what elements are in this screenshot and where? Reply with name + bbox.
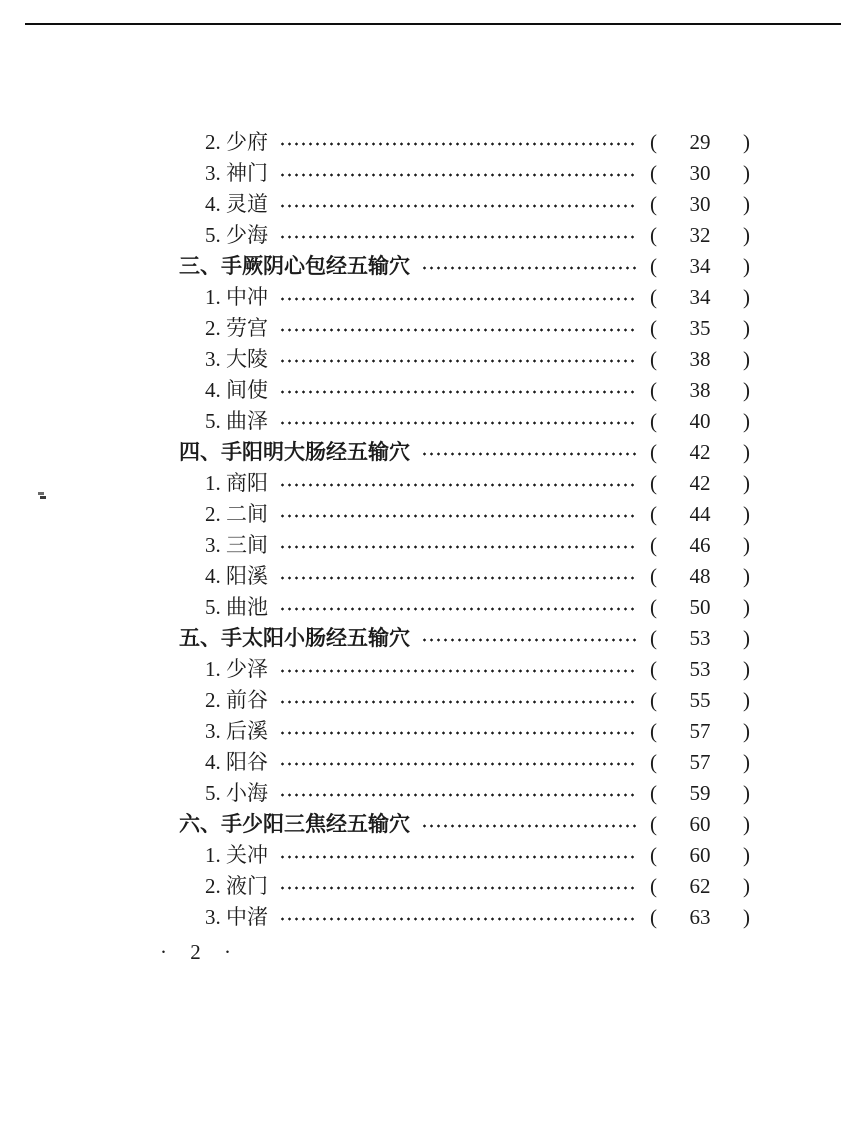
page-number: 46 (689, 533, 711, 557)
page-paren-close: ) (743, 781, 750, 805)
toc-item-row (0, 654, 866, 685)
toc-entry-page (650, 282, 750, 313)
toc-entry-page (650, 561, 750, 592)
toc-entry-label: 1. 少泽 (205, 657, 268, 681)
toc-entry-label: 5. 曲泽 (205, 409, 268, 433)
toc-entry-label: 4. 间使 (205, 378, 268, 402)
page-number: 48 (689, 564, 711, 588)
page-number: 42 (689, 440, 711, 464)
dot-leader (279, 468, 638, 499)
toc-item-row (0, 747, 866, 778)
page-number: 32 (689, 223, 711, 247)
toc-entry-page (650, 375, 750, 406)
page-number: 53 (689, 657, 711, 681)
toc-entry-page (650, 747, 750, 778)
page-paren-open: ( (650, 285, 657, 309)
dot-leader (279, 344, 638, 375)
toc-entry-label: 5. 小海 (205, 781, 268, 805)
page-paren-close: ) (743, 130, 750, 154)
page-number: 38 (689, 347, 711, 371)
toc-entry-label: 5. 少海 (205, 223, 268, 247)
dot-leader (421, 437, 638, 468)
page-paren-close: ) (743, 161, 750, 185)
toc-item-row (0, 499, 866, 530)
page-number: 35 (689, 316, 711, 340)
toc-section-row (0, 251, 866, 282)
page-paren-open: ( (650, 471, 657, 495)
toc-entry-page (650, 623, 750, 654)
page-paren-open: ( (650, 223, 657, 247)
dot-leader (421, 251, 638, 282)
page-paren-open: ( (650, 595, 657, 619)
toc-entry-page (650, 871, 750, 902)
dot-leader (279, 189, 638, 220)
toc-entry-page (650, 437, 750, 468)
toc-entry-label: 4. 阳谷 (205, 750, 268, 774)
dot-leader (279, 902, 638, 933)
page-number: 29 (689, 130, 711, 154)
toc-entry-label: 2. 少府 (205, 130, 268, 154)
page-number: 60 (689, 843, 711, 867)
toc-entry-label: 5. 曲池 (205, 595, 268, 619)
dot-leader (279, 685, 638, 716)
page-paren-open: ( (650, 905, 657, 929)
toc-entry-page (650, 158, 750, 189)
toc-entry-label: 2. 二间 (205, 502, 268, 526)
page-paren-open: ( (650, 626, 657, 650)
toc-entry-page (650, 313, 750, 344)
page-number: 50 (689, 595, 711, 619)
toc-item-row (0, 158, 866, 189)
toc-entry-label: 1. 商阳 (205, 471, 268, 495)
page-paren-close: ) (743, 409, 750, 433)
toc-entry-page (650, 840, 750, 871)
page-paren-open: ( (650, 657, 657, 681)
toc-entry-page (650, 716, 750, 747)
page-paren-open: ( (650, 781, 657, 805)
toc-section-row (0, 623, 866, 654)
dot-leader (279, 282, 638, 313)
toc-entry-page (650, 189, 750, 220)
toc-section-row (0, 437, 866, 468)
page-paren-close: ) (743, 626, 750, 650)
page-paren-close: ) (743, 440, 750, 464)
toc-item-row (0, 127, 866, 158)
dot-leader (279, 220, 638, 251)
toc-item-row (0, 716, 866, 747)
page-paren-open: ( (650, 533, 657, 557)
toc-item-row (0, 871, 866, 902)
dot-leader (279, 592, 638, 623)
dot-leader (421, 623, 638, 654)
toc-item-row (0, 561, 866, 592)
page-paren-close: ) (743, 378, 750, 402)
page-paren-open: ( (650, 874, 657, 898)
page-paren-open: ( (650, 812, 657, 836)
page-paren-open: ( (650, 688, 657, 712)
page-paren-close: ) (743, 533, 750, 557)
page-paren-close: ) (743, 874, 750, 898)
toc-item-row (0, 220, 866, 251)
toc-entry-label: 3. 神门 (205, 161, 268, 185)
toc-entry-label: 六、手少阳三焦经五输穴 (179, 812, 410, 836)
page-paren-open: ( (650, 378, 657, 402)
page-paren-close: ) (743, 502, 750, 526)
toc-item-row (0, 902, 866, 933)
page-paren-close: ) (743, 595, 750, 619)
dot-leader (279, 561, 638, 592)
page-paren-open: ( (650, 502, 657, 526)
page-number-footer: · 2 · (160, 940, 237, 964)
toc-section-row (0, 809, 866, 840)
toc-entry-page (650, 809, 750, 840)
toc-item-row (0, 282, 866, 313)
dot-leader (279, 716, 638, 747)
top-rule-line (25, 23, 841, 25)
toc-item-row (0, 468, 866, 499)
dot-leader (279, 499, 638, 530)
toc-item-row (0, 840, 866, 871)
page-paren-close: ) (743, 843, 750, 867)
toc-entry-label: 1. 中冲 (205, 285, 268, 309)
page-paren-close: ) (743, 657, 750, 681)
page-paren-close: ) (743, 812, 750, 836)
dot-leader (279, 158, 638, 189)
dot-leader (279, 530, 638, 561)
page-paren-close: ) (743, 192, 750, 216)
toc-item-row (0, 592, 866, 623)
dot-leader (279, 375, 638, 406)
toc-entry-label: 4. 灵道 (205, 192, 268, 216)
page-number: 34 (689, 285, 711, 309)
toc-item-row (0, 313, 866, 344)
page-paren-close: ) (743, 471, 750, 495)
page-number: 60 (689, 812, 711, 836)
toc-entry-label: 五、手太阳小肠经五输穴 (179, 626, 410, 650)
page-number: 57 (689, 719, 711, 743)
page-paren-close: ) (743, 285, 750, 309)
toc-entry-label: 1. 关冲 (205, 843, 268, 867)
toc-item-row (0, 778, 866, 809)
page-paren-close: ) (743, 719, 750, 743)
page-paren-open: ( (650, 843, 657, 867)
toc-entry-page (650, 778, 750, 809)
toc-list (0, 127, 866, 933)
page-number: 38 (689, 378, 711, 402)
dot-leader (279, 747, 638, 778)
toc-entry-page (650, 220, 750, 251)
toc-item-row (0, 406, 866, 437)
dot-leader (279, 313, 638, 344)
dot-leader (279, 127, 638, 158)
toc-entry-label: 3. 大陵 (205, 347, 268, 371)
page-number: 63 (689, 905, 711, 929)
page-number: 42 (689, 471, 711, 495)
page-paren-open: ( (650, 254, 657, 278)
dot-leader (279, 840, 638, 871)
dot-leader (279, 871, 638, 902)
page-paren-close: ) (743, 316, 750, 340)
page-number: 53 (689, 626, 711, 650)
toc-entry-page (650, 344, 750, 375)
page-paren-open: ( (650, 130, 657, 154)
page-paren-open: ( (650, 192, 657, 216)
page-number: 59 (689, 781, 711, 805)
toc-item-row (0, 344, 866, 375)
toc-item-row (0, 530, 866, 561)
page-paren-open: ( (650, 750, 657, 774)
toc-entry-page (650, 902, 750, 933)
toc-entry-page (650, 654, 750, 685)
dot-leader (421, 809, 638, 840)
toc-entry-page (650, 499, 750, 530)
page-paren-open: ( (650, 409, 657, 433)
toc-entry-label: 3. 中渚 (205, 905, 268, 929)
page-paren-open: ( (650, 161, 657, 185)
toc-entry-page (650, 406, 750, 437)
toc-entry-label: 2. 劳宫 (205, 316, 268, 340)
toc-item-row (0, 375, 866, 406)
page-number: 62 (689, 874, 711, 898)
dot-leader (279, 654, 638, 685)
page-number: 55 (689, 688, 711, 712)
page-paren-close: ) (743, 688, 750, 712)
page-paren-close: ) (743, 223, 750, 247)
page-paren-close: ) (743, 254, 750, 278)
page-paren-open: ( (650, 564, 657, 588)
page-paren-open: ( (650, 440, 657, 464)
toc-entry-label: 3. 三间 (205, 533, 268, 557)
page-paren-open: ( (650, 347, 657, 371)
page-paren-close: ) (743, 905, 750, 929)
dot-leader (279, 406, 638, 437)
page-number: 40 (689, 409, 711, 433)
dot-leader (279, 778, 638, 809)
page-number: 34 (689, 254, 711, 278)
toc-entry-label: 三、手厥阴心包经五输穴 (179, 254, 410, 278)
page-number: 30 (689, 192, 711, 216)
toc-entry-label: 2. 液门 (205, 874, 268, 898)
toc-entry-label: 2. 前谷 (205, 688, 268, 712)
toc-entry-page (650, 251, 750, 282)
toc-item-row (0, 685, 866, 716)
toc-entry-page (650, 468, 750, 499)
toc-entry-label: 3. 后溪 (205, 719, 268, 743)
page-paren-close: ) (743, 750, 750, 774)
page-paren-open: ( (650, 719, 657, 743)
toc-entry-page (650, 127, 750, 158)
toc-entry-label: 4. 阳溪 (205, 564, 268, 588)
toc-item-row (0, 189, 866, 220)
toc-entry-page (650, 530, 750, 561)
page-paren-close: ) (743, 564, 750, 588)
toc-entry-page (650, 685, 750, 716)
toc-entry-page (650, 592, 750, 623)
page-number: 30 (689, 161, 711, 185)
page-paren-close: ) (743, 347, 750, 371)
page-number: 44 (689, 502, 711, 526)
page-number: 57 (689, 750, 711, 774)
page-paren-open: ( (650, 316, 657, 340)
toc-entry-label: 四、手阳明大肠经五输穴 (179, 440, 410, 464)
